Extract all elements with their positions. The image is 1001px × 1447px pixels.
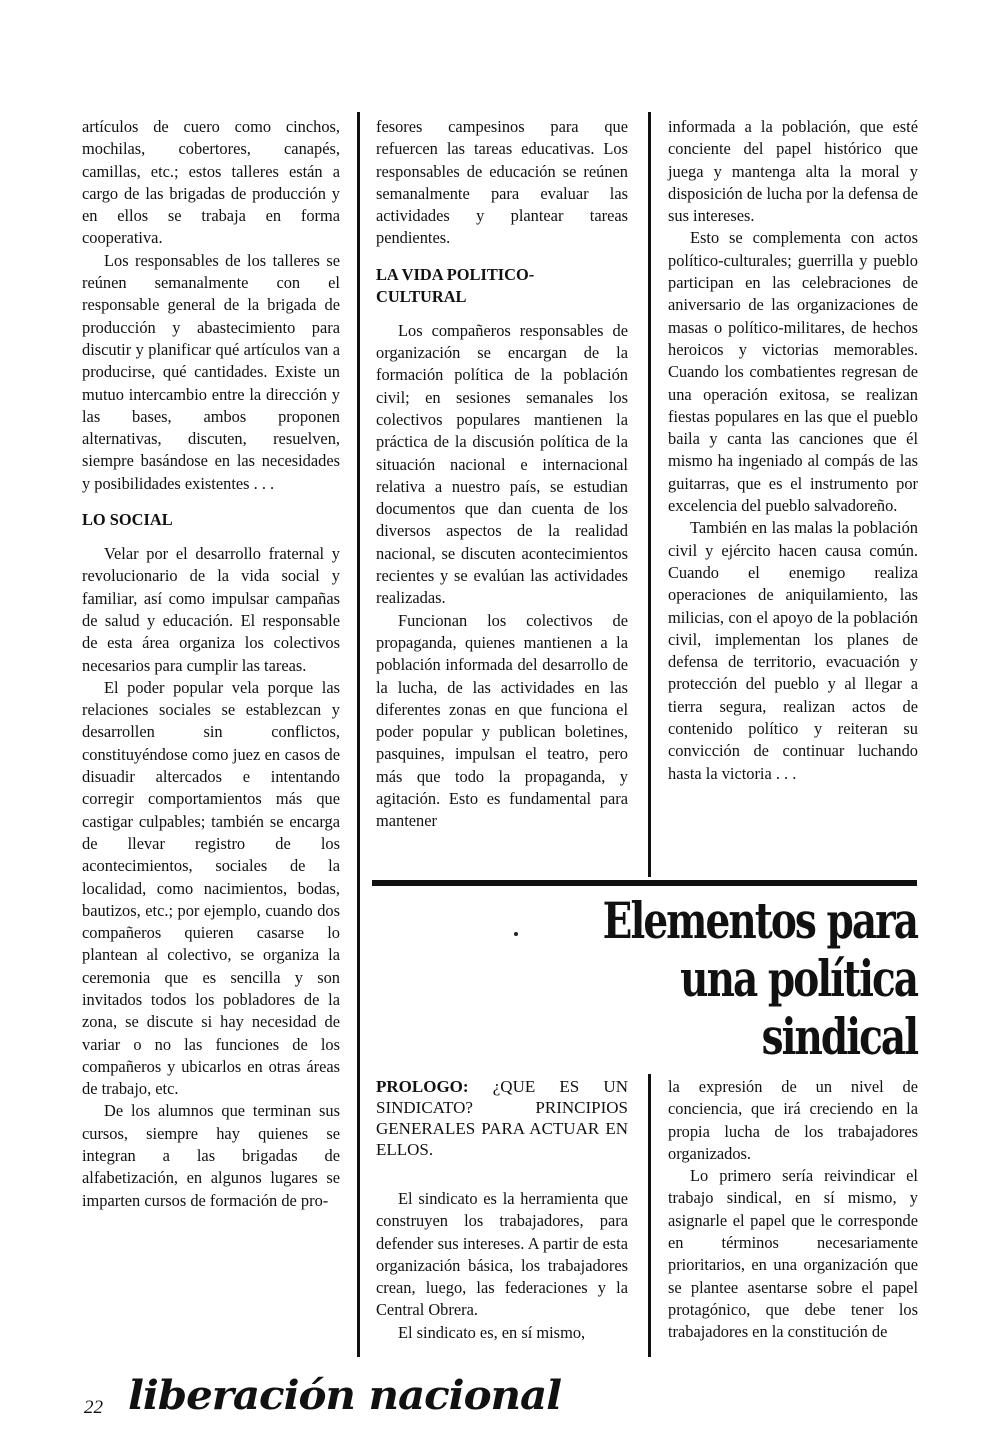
paragraph: informada a la población, que esté conciente del papel histórico que juega y mantenga alta la moral y disposición de lucha por la defensa de sus intereses. [668,117,918,226]
paragraph: Funcionan los colectivos de propaganda, quienes mantienen a la población informada del desarrollo de la lucha, de las actividades en las diferentes zonas en que funciona el poder popular y publican boletines, pasquines, impulsan el teatro, pero más que todo la propaganda, y agitación. Esto es fundamental para mantener [376,610,628,831]
article-column-5 [668,1076,918,1344]
headline-line-3: sindical [761,1007,917,1066]
paragraph: También en las malas la población civil y ejército hacen causa común. Cuando el enemigo realiza operaciones de aniquilamiento, las milicias, con el apoyo de la población civil, implementan los planes de defensa de territorio, evacuación y protección del pueblo y al llegar a tierra segura, realizan actos de contenido político y reiteran su convicción de continuar luchando hasta la victoria . . . [668,518,918,783]
paragraph: De los alumnos que terminan sus cursos, siempre hay quienes se integran a las brigadas de alfabetización, en algunos lugares se imparten cursos de formación de pro- [82,1101,340,1210]
column-divider [357,112,360,1357]
paragraph: artículos de cuero como cinchos, mochilas, cobertores, canapés, camillas, etc.; estos talleres están a cargo de las brigadas de producción y en ellos se trabaja en forma cooperativa. [82,117,340,248]
page-number: 22 [84,1397,103,1418]
prologo-heading [376,1076,628,1160]
headline-line-1: Elementos para [602,891,917,950]
article-column-1 [82,116,340,1212]
paragraph: Esto se complementa con actos político-culturales; guerrilla y pueblo participan en las celebraciones de aniversario de las organizaciones de masas o político-militares, de hechos heroicos y victorias memorables. Cuando los combatientes regresan de una operación exitosa, se realizan fiestas populares en las que el pueblo baila y canta las canciones que él mismo ha ingeniado al compás de las guitarras, que es el instrumento por excelencia del pueblo salvadoreño. [668,228,918,516]
paragraph: El sindicato es la herramienta que construyen los trabajadores, para defender sus intereses. A partir de esta organización básica, los trabajadores crean, luego, las federaciones y la Central Obrera. [376,1189,628,1320]
paragraph: El poder popular vela porque las relaciones sociales se establezcan y desarrollen sin conflictos, constituyéndose como juez en casos de disuadir altercados e intentando corregir comportamientos más que castigar culpables; también se encarga de llevar registro de los acontecimientos, sociales de la localidad, como nacimientos, bodas, bautizos, etc.; por ejemplo, cuando dos compañeros quieren casarse lo plantean al colectivo, se organiza la ceremonia que es sencilla y son invitados todos los pobladores de la zona, se discute si hay necesidad de variar o no las funciones de los compañeros y ubicarlos en otras áreas de trabajo, etc. [82,677,340,1099]
magazine-logo: liberación nacional [128,1372,562,1419]
prologo-label: PROLOGO: [376,1077,469,1096]
article-headline [514,892,917,1066]
article-column-2 [376,116,628,833]
paragraph: El sindicato es, en sí mismo, [398,1322,586,1342]
section-heading-lo-social: LO SOCIAL [82,510,173,530]
paragraph: Lo primero sería reivindicar el trabajo sindical, en sí mismo, y asignarle el papel que le corresponde en términos necesariamente prioritarios, en una organización que se plantee asentarse sobre el papel protagónico, que debe tener los trabajadores en la constitución de [668,1166,918,1342]
prologo-subtitle: ¿QUE ES UN SINDICATO? PRINCIPIOS GENERALES PARA ACTUAR EN ELLOS. [376,1077,628,1159]
headline-line-2: una política [680,949,917,1008]
section-heading-vida-politico-cultural: LA VIDA POLITICO-CULTURAL [376,264,535,306]
column-divider [648,112,651,877]
section-divider-rule [372,880,917,886]
paragraph: Los compañeros responsables de organización se encargan de la formación política de la población civil; en sesiones semanales los colectivos populares mantienen la práctica de la discusión política de la situación nacional e internacional relativa a nuestro país, se estudian documentos que dan cuenta de los diversos aspectos de la realidad nacional, se discuten acontecimientos recientes y se evalúan las actividades realizadas. [376,320,628,608]
paragraph: la expresión de un nivel de conciencia, que irá creciendo en la propia lucha de los trabajadores organizados. [668,1077,918,1163]
article-column-4 [376,1076,628,1344]
article-column-3 [668,116,918,785]
paragraph: Velar por el desarrollo fraternal y revolucionario de la vida social y familiar, así como impulsar campañas de salud y educación. El responsable de esta área organiza los colectivos necesarios para cumplir las tareas. [82,544,340,675]
paragraph: fesores campesinos para que refuercen las tareas educativas. Los responsables de educación se reúnen semanalmente para evaluar las actividades y plantear tareas pendientes. [376,117,628,248]
column-divider [648,1074,651,1357]
paragraph: Los responsables de los talleres se reúnen semanalmente con el responsable general de la brigada de producción y abastecimiento para discutir y planificar qué artículos van a producirse, qué cantidades. Existe un mutuo intercambio entre la dirección y las bases, ambos proponen alternativas, discuten, resuelven, siempre basándose en las necesidades y posibilidades existentes . . . [82,250,340,493]
